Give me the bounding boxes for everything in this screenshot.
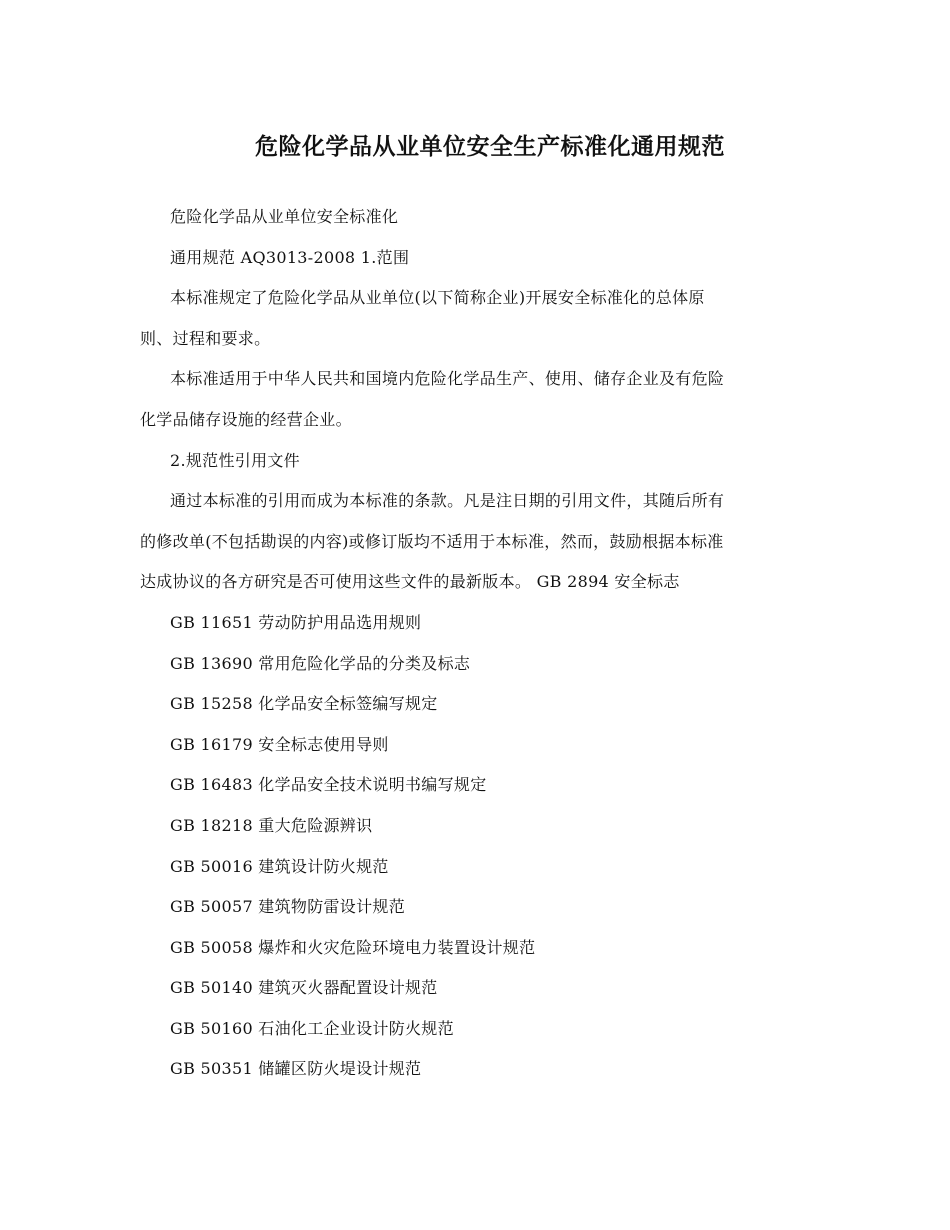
reference-item: GB 50351 储罐区防火堤设计规范 — [170, 1059, 422, 1079]
reference-item: GB 50160 石油化工企业设计防火规范 — [170, 1018, 454, 1038]
paragraph-line: 通用规范 AQ3013-2008 1.范围 — [170, 247, 410, 267]
reference-item: GB 16483 化学品安全技术说明书编写规定 — [170, 775, 487, 795]
paragraph-line: 则、过程和要求。 — [140, 328, 271, 348]
reference-item: GB 18218 重大危险源辨识 — [170, 815, 373, 835]
paragraph-line: 通过本标准的引用而成为本标准的条款。凡是注日期的引用文件，其随后所有 — [170, 491, 725, 511]
paragraph-line: 化学品储存设施的经营企业。 — [140, 409, 352, 429]
reference-item: GB 15258 化学品安全标签编写规定 — [170, 694, 438, 714]
reference-item: GB 16179 安全标志使用导则 — [170, 734, 389, 754]
paragraph-line: 的修改单(不包括勘误的内容)或修订版均不适用于本标准，然而，鼓励根据本标准 — [140, 531, 724, 551]
reference-item: GB 13690 常用危险化学品的分类及标志 — [170, 653, 471, 673]
paragraph-line: 本标准规定了危险化学品从业单位(以下简称企业)开展安全标准化的总体原 — [170, 288, 705, 308]
document-title: 危险化学品从业单位安全生产标准化通用规范 — [255, 133, 725, 160]
paragraph-line: 危险化学品从业单位安全标准化 — [170, 207, 399, 226]
reference-item: GB 50058 爆炸和火灾危险环境电力装置设计规范 — [170, 937, 536, 957]
document-body — [140, 197, 820, 1090]
paragraph-line: 本标准适用于中华人民共和国境内危险化学品生产、使用、储存企业及有危险 — [170, 369, 725, 389]
section-heading: 2.规范性引用文件 — [170, 450, 300, 470]
paragraph-line: 达成协议的各方研究是否可使用这些文件的最新版本。 GB 2894 安全标志 — [140, 572, 680, 592]
reference-item: GB 50140 建筑灭火器配置设计规范 — [170, 978, 438, 998]
reference-item: GB 50057 建筑物防雷设计规范 — [170, 897, 406, 917]
reference-item: GB 11651 劳动防护用品选用规则 — [170, 612, 422, 632]
reference-item: GB 50016 建筑设计防火规范 — [170, 856, 389, 876]
